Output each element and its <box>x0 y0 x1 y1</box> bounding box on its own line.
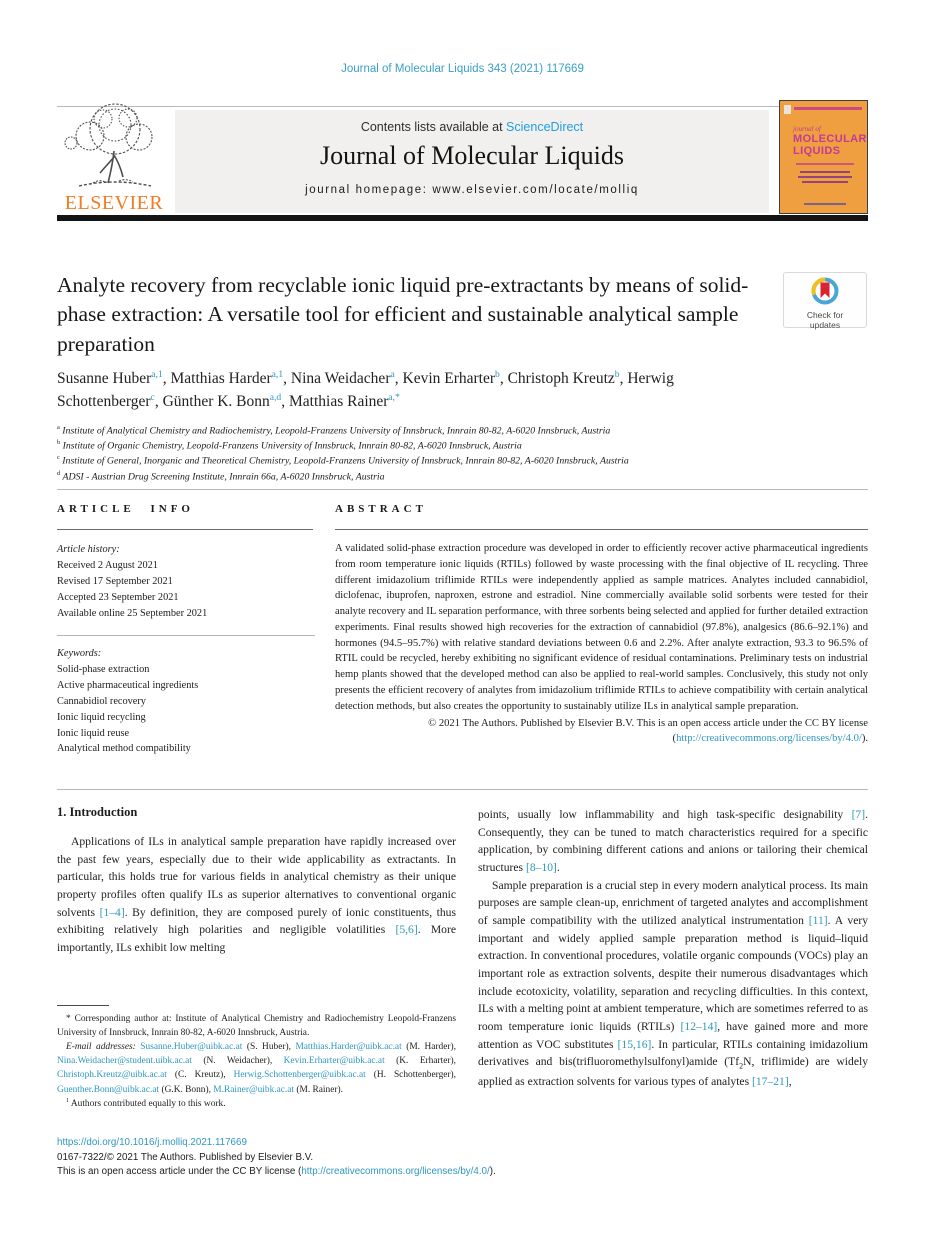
text-segment: (S. Huber), <box>242 1042 296 1053</box>
equal-contribution-note <box>57 1097 456 1111</box>
cover-decor-line <box>798 176 852 178</box>
text-segment: , Herwig Schottenberger <box>57 370 674 411</box>
license-line <box>57 1165 597 1180</box>
elsevier-logo <box>57 99 171 215</box>
abstract-column <box>335 541 868 747</box>
elsevier-tree-icon <box>57 99 171 193</box>
list-line: Ionic liquid reuse <box>57 727 130 739</box>
keywords-rule <box>57 635 315 636</box>
text-segment: (C. Kreutz), <box>166 1070 234 1081</box>
body-left-column <box>57 833 456 957</box>
cover-top-bar <box>794 107 862 110</box>
affiliation-line <box>57 438 868 453</box>
journal-citation: Journal of Molecular Liquids 343 (2021) 117669 <box>341 63 584 75</box>
text-segment: Sample preparation is a crucial step in every modern analytical process. Its main purposes are sample clean-up, enrichment of targeted analytes and accomplishment of sample compatibility with the utilized analytical instrumentation <box>478 878 868 928</box>
inline-link[interactable]: Guenther.Bonn@uibk.ac.at <box>57 1084 160 1095</box>
badge-label-line1: Check for <box>806 310 844 320</box>
keywords-label: Keywords: <box>57 647 102 659</box>
list-line: Revised 17 September 2021 <box>57 575 173 587</box>
inline-link[interactable]: M.Rainer@uibk.ac.at <box>213 1084 295 1095</box>
text-segment: , Günther K. Bonn <box>154 393 270 411</box>
cover-decor-line <box>802 181 848 183</box>
inline-link[interactable]: http://creativecommons.org/licenses/by/4.0/ <box>301 1166 490 1178</box>
doi-link[interactable]: https://doi.org/10.1016/j.molliq.2021.117669 <box>57 1137 247 1148</box>
text-segment: . <box>556 861 560 875</box>
email-addresses-note <box>57 1040 456 1096</box>
cover-decor-line <box>804 203 846 205</box>
text-segment: , Kevin Erharter <box>394 370 496 387</box>
abstract-heading-rule <box>335 529 868 530</box>
contents-line <box>175 120 769 134</box>
body-right-column <box>478 806 868 1091</box>
text-segment: , Matthias Rainer <box>281 393 389 411</box>
list-line: Received 2 August 2021 <box>57 559 158 571</box>
inline-link[interactable]: [7] <box>851 808 866 821</box>
list-line: Solid-phase extraction <box>57 663 150 675</box>
corresponding-author-note: * Corresponding author at: Institute of Analytical Chemistry and Radiochemistry Leopold-Franzens University of Innsbruck, Innrain 80-82, A-6020 Innsbruck, Austria. <box>57 1014 456 1039</box>
text-segment: . A very important and widely applied sample preparation method is liquid–liquid extraction. In conventional procedures, volatile organic compounds (VOCs) play an important role as extraction solvents, despite their numerous disadvantages which include ecotoxicity, volatility, separation and recycling difficulties. In this context, ILs with a melting point at ambient temperature, which are sometimes referred to as room temperature ionic liquids (RTILs) <box>478 914 869 1034</box>
inline-link[interactable]: Kevin.Erharter@uibk.ac.at <box>283 1056 385 1067</box>
text-segment: (H. Schottenberger), <box>365 1070 457 1081</box>
badge-label-line2: updates <box>809 319 841 330</box>
list-line: Ionic liquid recycling <box>57 711 146 723</box>
journal-homepage-link[interactable]: journal homepage: www.elsevier.com/locate/molliq <box>305 184 639 196</box>
article-title: Analyte recovery from recyclable ionic liquid pre-extractants by means of solid-phase extraction: A versatile tool for efficient and sustainable analytical sample preparation <box>57 273 749 356</box>
text-segment: b <box>495 368 500 380</box>
article-info-heading: ARTICLE INFO <box>57 503 194 515</box>
journal-header-band <box>175 110 769 213</box>
text-segment: Susanne Huber <box>57 370 152 387</box>
list-line: Analytical method compatibility <box>57 743 191 755</box>
text-segment: E-mail addresses: <box>66 1042 141 1053</box>
article-info-heading-rule <box>57 529 313 530</box>
text-segment: a,1 <box>271 368 284 380</box>
text-segment: (N. Weidacher), <box>191 1056 284 1067</box>
cover-title-line2: LIQUIDS <box>793 145 841 157</box>
inline-link[interactable]: Nina.Weidacher@student.uibk.ac.at <box>57 1056 192 1067</box>
journal-name: Journal of Molecular Liquids <box>320 141 624 170</box>
text-segment: (M. Rainer). <box>294 1084 343 1095</box>
intro-paragraph-left <box>57 833 456 957</box>
inline-link[interactable]: Susanne.Huber@uibk.ac.at <box>140 1042 243 1053</box>
text-segment: . More importantly, ILs exhibit low melting <box>57 923 456 955</box>
cover-decor-line <box>800 171 850 173</box>
text-segment: ). <box>861 733 868 745</box>
text-segment: . In particular, RTILs containing imidazolium derivatives and bis(trifluoromethylsulfonyl)amide (Tf <box>478 1037 868 1069</box>
text-segment: (K. Erharter), <box>384 1056 456 1067</box>
footnotes <box>57 1005 456 1111</box>
intro-paragraph-right-2 <box>478 877 868 1091</box>
intro-paragraph-right-1 <box>478 806 868 877</box>
inline-link[interactable]: [15,16] <box>617 1037 652 1051</box>
inline-link[interactable]: [8–10] <box>525 861 557 875</box>
footnote-rule <box>57 1005 109 1006</box>
article-history-label: Article history: <box>57 544 120 555</box>
text-segment: a <box>390 368 395 380</box>
article-info-column <box>57 542 315 757</box>
text-segment: a,1 <box>151 368 163 380</box>
article-history-list <box>57 558 315 622</box>
text-segment: N, triflimide) are widely applied as extraction solvents for various types of analytes <box>478 1055 868 1089</box>
sciencedirect-link[interactable]: ScienceDirect <box>506 120 584 134</box>
text-segment: , <box>788 1075 792 1089</box>
text-segment: , Nina Weidacher <box>283 370 391 387</box>
inline-link[interactable]: http://creativecommons.org/licenses/by/4.0/ <box>676 733 862 745</box>
section-rule <box>57 489 868 490</box>
text-segment: c <box>150 392 155 404</box>
text-segment: points, usually low inflammability and high task-specific designability <box>478 808 852 821</box>
keywords-list <box>57 662 315 758</box>
text-segment: Applications of ILs in analytical sample preparation have rapidly increased over the past few years, especially due to their wide applicability as extractants. In particular, this holds true for various fields in analytical chemistry as their unique property profiles often qualify ILs as superior alternatives to conventional organic solvents <box>57 835 456 919</box>
text-segment: , have gained more and more attention as VOC substitutes <box>478 1020 868 1051</box>
inline-link[interactable]: [11] <box>808 914 828 928</box>
cover-journal-of: journal of <box>793 125 821 133</box>
affiliation-line <box>57 453 868 468</box>
author-list <box>57 367 762 414</box>
text-segment: a,d <box>269 392 282 404</box>
text-segment: , Matthias Harder <box>162 370 272 387</box>
text-segment: ). <box>489 1166 496 1178</box>
text-segment: c <box>57 454 60 462</box>
text-segment: (G.K. Bonn), <box>159 1084 214 1095</box>
header-top-rule <box>57 106 868 107</box>
check-for-updates-badge[interactable] <box>783 272 867 328</box>
affiliation-line <box>57 469 868 484</box>
list-line: Cannabidiol recovery <box>57 695 146 707</box>
body-top-rule <box>57 789 868 790</box>
elsevier-wordmark: ELSEVIER <box>64 192 164 214</box>
text-segment: Institute of General, Inorganic and Theoretical Chemistry, Leopold-Franzens University of Innsbruck, Innrain 80-82, A-6020 Innsbruck, Austria <box>59 455 629 467</box>
text-segment: . By definition, they are composed purely of ionic constituents, thus exhibiting relatively high polarities and negligible volatilities <box>57 905 456 937</box>
page-footer <box>57 1136 597 1180</box>
header-black-bar <box>57 215 868 221</box>
introduction-heading: 1. Introduction <box>57 805 138 819</box>
affiliations <box>57 423 868 484</box>
cover-decor-line <box>796 163 854 165</box>
inline-link[interactable]: Christoph.Kreutz@uibk.ac.at <box>57 1070 167 1081</box>
inline-link[interactable]: [5,6] <box>395 923 418 937</box>
inline-link[interactable]: Matthias.Harder@uibk.ac.at <box>295 1042 402 1053</box>
text-segment: a <box>57 424 60 431</box>
text-segment: Institute of Organic Chemistry, Leopold-Franzens University of Innsbruck, Innrain 80-82, A-6020 Innsbruck, Austria <box>60 440 522 452</box>
text-segment: 1 <box>66 1097 70 1104</box>
inline-link[interactable]: [17–21] <box>752 1075 789 1089</box>
text-segment: (M. Harder), <box>401 1042 456 1053</box>
list-line: Active pharmaceutical ingredients <box>57 679 199 691</box>
list-line: Accepted 23 September 2021 <box>57 591 179 603</box>
text-segment: , Christoph Kreutz <box>499 370 615 387</box>
text-segment: a,* <box>388 392 400 404</box>
affiliation-line <box>57 423 868 438</box>
text-segment: . Consequently, they can be tuned to match characteristics required for a specific application, by combining different cations and anions or tailoring their chemical structures <box>478 808 868 875</box>
text-segment: Institute of Analytical Chemistry and Radiochemistry, Leopold-Franzens University of Innsbruck, Innrain 80-82, A-6020 Innsbruck, Austria <box>59 425 611 437</box>
inline-link[interactable]: [12–14] <box>680 1020 718 1034</box>
text-segment: ADSI - Austrian Drug Screening Institute, Innrain 66a, A-6020 Innsbruck, Austria <box>60 470 385 482</box>
check-for-updates-icon <box>810 276 840 306</box>
journal-cover-thumbnail[interactable] <box>779 100 868 214</box>
text-segment: b <box>57 439 61 447</box>
issn-copyright-line: 0167-7322/© 2021 The Authors. Published by Elsevier B.V. <box>57 1151 314 1163</box>
text-segment: d <box>57 469 61 477</box>
text-segment: Authors contributed equally to this work. <box>69 1098 226 1109</box>
inline-link[interactable]: [1–4] <box>99 905 125 919</box>
text-segment: 2 <box>739 1061 744 1071</box>
contents-prefix: Contents lists available at <box>360 120 507 134</box>
cover-title-line1: MOLECULAR <box>793 133 867 145</box>
abstract-heading: ABSTRACT <box>335 503 427 515</box>
text-segment: This is an open access article under the CC BY license ( <box>57 1166 302 1178</box>
list-line: Available online 25 September 2021 <box>57 607 208 619</box>
abstract-text: A validated solid-phase extraction procedure was developed in order to efficiently recover active pharmaceutical ingredients from room temperature ionic liquids (RTILs) followed by waste processing with the final objective of IL recycling. Three different imidazolium triflimide RTILs were independently applied as sample matrices. Analytes included cannabidiol, diclofenac, ibuprofen, naproxen, estrone and estradiol. Nine commercially available solid sorbents were tested for their analyte recovery and IL separation performance, with three sorbents being selected and applied for further detailed extraction experiments. Final results showed high recoveries for the extraction of cannabidiol (97.8%), analgesics (86.6–92.1%) and hormones (94.5–95.7%) with relative standard deviations between 0.6 and 2.2%. After analyte extraction, 93.3 to 96.5% of RTIL could be recycled, hereby exhibiting no significant evidence of residual contaminations. Preliminary tests on industrial hemp plants showed that the developed method can also be applied to real-world samples. Conclusively, this study not only presents the efficient recovery of analytes from imidazolium triflimide RTILs to achieve compatibility with certain analytical detection methods, but also creates the opportunity to sustainably utilize ILs in analytical sample preparation. <box>335 543 868 712</box>
cover-mini-logo <box>784 105 791 114</box>
text-segment: b <box>614 368 620 380</box>
abstract-copyright <box>335 716 868 748</box>
inline-link[interactable]: Herwig.Schottenberger@uibk.ac.at <box>233 1070 366 1081</box>
text-segment: © 2021 The Authors. Published by Elsevier B.V. This is an open access article under the CC BY license ( <box>428 717 868 745</box>
